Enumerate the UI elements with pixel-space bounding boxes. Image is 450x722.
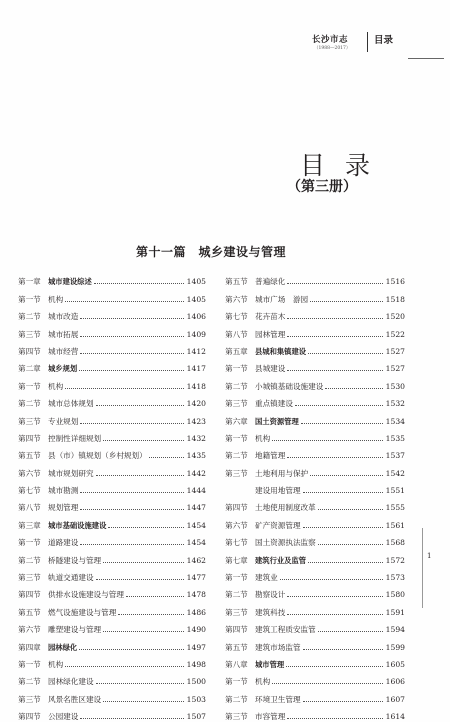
toc-page-number: 1607 bbox=[385, 694, 405, 704]
toc-page-number: 1409 bbox=[186, 329, 206, 339]
toc-page-number: 1444 bbox=[186, 486, 206, 496]
toc-section-number: 第三节 bbox=[18, 329, 41, 339]
toc-page-number: 1420 bbox=[186, 399, 206, 409]
toc-section-number: 第一节 bbox=[225, 677, 248, 687]
toc-page-number: 1405 bbox=[186, 294, 206, 304]
toc-entry-title: 燃气设施建设与管理 bbox=[48, 607, 117, 617]
toc-entry-title: 城市总体规划 bbox=[48, 399, 94, 409]
toc-section-number: 第三章 bbox=[18, 520, 41, 530]
toc-section-row bbox=[18, 374, 206, 391]
toc-entry-title: 机构 bbox=[48, 294, 64, 304]
toc-page-number: 1516 bbox=[385, 277, 405, 287]
toc-page-number: 1551 bbox=[385, 486, 405, 496]
toc-page-number: 1423 bbox=[186, 416, 206, 426]
toc-section-row bbox=[225, 287, 405, 304]
part-title: 第十一篇 城乡建设与管理 bbox=[136, 245, 287, 259]
toc-leader-dots bbox=[287, 456, 383, 458]
toc-page-number: 1568 bbox=[385, 538, 405, 548]
toc-page-number: 1435 bbox=[186, 451, 206, 461]
volume-subtitle: （第三册） bbox=[287, 179, 357, 195]
toc-page-number: 1614 bbox=[385, 712, 405, 722]
toc-leader-dots bbox=[94, 282, 184, 284]
toc-section-number: 第四节 bbox=[18, 590, 41, 600]
toc-page-number: 1532 bbox=[385, 399, 405, 409]
toc-entry-title: 建筑工程质安监管 bbox=[255, 625, 316, 635]
toc-section-row bbox=[18, 653, 206, 670]
toc-section-row bbox=[18, 427, 206, 444]
toc-section-number: 第三节 bbox=[18, 694, 41, 704]
toc-leader-dots bbox=[287, 369, 383, 371]
toc-entry-title: 土地利用与保护 bbox=[255, 468, 309, 478]
toc-section-row bbox=[18, 305, 206, 322]
toc-section-number: 第二节 bbox=[225, 590, 248, 600]
toc-entry-title: 县城和集镇建设 bbox=[255, 346, 307, 356]
toc-page-number: 1594 bbox=[385, 625, 405, 635]
toc-entry-title: 建筑市场监管 bbox=[255, 642, 301, 652]
toc-leader-dots bbox=[118, 613, 184, 615]
toc-section-row bbox=[18, 287, 206, 304]
toc-section-row bbox=[18, 340, 206, 357]
toc-entry-title: 城市管理 bbox=[255, 659, 285, 669]
toc-section-number: 第五节 bbox=[225, 642, 248, 652]
toc-leader-dots bbox=[103, 439, 184, 441]
toc-section-row bbox=[18, 670, 206, 687]
toc-leader-dots bbox=[287, 317, 383, 319]
toc-section-number: 第一节 bbox=[18, 381, 41, 391]
toc-section-number: 第六章 bbox=[225, 416, 248, 426]
toc-section-row bbox=[225, 270, 405, 287]
toc-section-row bbox=[225, 322, 405, 339]
toc-section-row bbox=[225, 496, 405, 513]
toc-section-row bbox=[225, 705, 405, 722]
toc-page-number: 1518 bbox=[385, 294, 405, 304]
toc-page-number: 1418 bbox=[186, 381, 206, 391]
toc-section-number: 第二节 bbox=[18, 677, 41, 687]
toc-section-number: 第三节 bbox=[225, 399, 248, 409]
toc-leader-dots bbox=[280, 578, 383, 580]
toc-page-number: 1477 bbox=[186, 573, 206, 583]
toc-leader-dots bbox=[80, 422, 184, 424]
toc-entry-title: 国土资源管理 bbox=[255, 416, 299, 426]
page-marker: 1 bbox=[427, 552, 432, 560]
toc-section-row bbox=[18, 705, 206, 722]
toc-column-left bbox=[18, 270, 206, 722]
toc-page-number: 1606 bbox=[385, 677, 405, 687]
toc-section-number: 第二节 bbox=[18, 555, 41, 565]
toc-entry-title: 土地使用制度改革 bbox=[255, 503, 316, 513]
toc-section-number: 第六节 bbox=[18, 625, 41, 635]
toc-section-number: 第三节 bbox=[225, 468, 248, 478]
toc-section-number: 第三节 bbox=[225, 712, 248, 722]
toc-entry-title: 市容管理 bbox=[255, 712, 286, 722]
toc-chapter-row bbox=[225, 409, 405, 426]
toc-section-number: 第三节 bbox=[18, 573, 41, 583]
toc-leader-dots bbox=[301, 422, 383, 424]
toc-section-row bbox=[225, 461, 405, 478]
toc-page-number: 1503 bbox=[186, 694, 206, 704]
toc-leader-dots bbox=[126, 595, 184, 597]
toc-section-number: 第二章 bbox=[18, 364, 41, 374]
toc-entry-title: 机构 bbox=[255, 677, 271, 687]
toc-section-row bbox=[18, 531, 206, 548]
toc-section-number: 第八节 bbox=[18, 503, 41, 513]
toc-section-number: 第三节 bbox=[18, 416, 41, 426]
toc-leader-dots bbox=[318, 630, 383, 632]
toc-section-number: 第七节 bbox=[225, 312, 248, 322]
toc-section-number: 第一节 bbox=[225, 433, 248, 443]
running-head bbox=[312, 31, 432, 61]
toc-leader-dots bbox=[80, 543, 184, 545]
toc-entry-title: 城市规划研究 bbox=[48, 468, 94, 478]
toc-section-row bbox=[225, 618, 405, 635]
toc-section-number: 第一节 bbox=[18, 659, 41, 669]
toc-section-row bbox=[225, 427, 405, 444]
toc-section-number: 第七节 bbox=[225, 538, 248, 548]
toc-chapter-row bbox=[225, 548, 405, 565]
toc-entry-title: 地籍管理 bbox=[255, 451, 286, 461]
toc-leader-dots bbox=[272, 439, 383, 441]
toc-entry-title: 建设用地管理 bbox=[255, 486, 301, 496]
toc-section-row bbox=[18, 496, 206, 513]
toc-section-number: 第四节 bbox=[18, 712, 41, 722]
running-head-title: 长沙市志 bbox=[312, 35, 349, 45]
toc-page-number: 1580 bbox=[385, 590, 405, 600]
toc-leader-dots bbox=[303, 491, 383, 493]
toc-section-row bbox=[225, 479, 405, 496]
toc-page-number: 1454 bbox=[186, 538, 206, 548]
toc-entry-title: 供排水设施建设与管理 bbox=[48, 590, 124, 600]
toc-section-row bbox=[18, 566, 206, 583]
toc-section-number: 第一节 bbox=[18, 538, 41, 548]
toc-entry-title: 机构 bbox=[48, 381, 64, 391]
toc-section-row bbox=[225, 444, 405, 461]
toc-section-number: 第四节 bbox=[18, 433, 41, 443]
toc-entry-title: 园林绿化建设 bbox=[48, 677, 94, 687]
toc-page-number: 1412 bbox=[186, 346, 206, 356]
toc-entry-title: 建筑行业及监管 bbox=[255, 555, 307, 565]
toc-entry-title: 公园建设 bbox=[48, 712, 79, 722]
toc-page-number: 1527 bbox=[385, 364, 405, 374]
toc-leader-dots bbox=[308, 561, 383, 563]
toc-entry-title: 机构 bbox=[48, 659, 64, 669]
toc-page-number: 1497 bbox=[186, 642, 206, 652]
toc-entry-title: 城市改造 bbox=[48, 312, 79, 322]
toc-leader-dots bbox=[103, 561, 184, 563]
toc-leader-dots bbox=[80, 317, 184, 319]
toc-page-number: 1406 bbox=[186, 312, 206, 322]
toc-entry-title: 轨道交通建设 bbox=[48, 573, 94, 583]
toc-section-row bbox=[225, 392, 405, 409]
toc-page-number: 1507 bbox=[186, 712, 206, 722]
toc-entry-title: 城市经营 bbox=[48, 346, 79, 356]
toc-leader-dots bbox=[108, 526, 184, 528]
toc-leader-dots bbox=[80, 335, 184, 337]
toc-section-row bbox=[18, 392, 206, 409]
toc-entry-title: 桥隧建设与管理 bbox=[48, 555, 102, 565]
toc-leader-dots bbox=[65, 387, 184, 389]
toc-section-row bbox=[18, 409, 206, 426]
toc-section-row bbox=[18, 444, 206, 461]
toc-page-number: 1527 bbox=[385, 346, 405, 356]
toc-section-number: 第一章 bbox=[18, 277, 41, 287]
toc-page-number: 1599 bbox=[385, 642, 405, 652]
toc-entry-title: 城市拓展 bbox=[48, 329, 79, 339]
toc-page-number: 1591 bbox=[385, 607, 405, 617]
toc-page-number: 1605 bbox=[385, 659, 405, 669]
toc-section-number: 第一节 bbox=[18, 294, 41, 304]
toc-page-number: 1530 bbox=[385, 381, 405, 391]
toc-page-number: 1417 bbox=[186, 364, 206, 374]
toc-leader-dots bbox=[318, 508, 383, 510]
toc-section-number: 第一节 bbox=[225, 573, 248, 583]
toc-leader-dots bbox=[65, 300, 184, 302]
running-head-divider bbox=[367, 32, 368, 52]
toc-leader-dots bbox=[96, 578, 184, 580]
toc-chapter-row bbox=[18, 270, 206, 287]
header-rule bbox=[408, 58, 444, 59]
toc-section-row bbox=[225, 635, 405, 652]
toc-section-number: 第五节 bbox=[18, 607, 41, 617]
toc-page-number: 1572 bbox=[385, 555, 405, 565]
toc-leader-dots bbox=[308, 352, 383, 354]
toc-section-number: 第五章 bbox=[225, 346, 248, 356]
toc-leader-dots bbox=[65, 665, 184, 667]
toc-leader-dots bbox=[286, 665, 383, 667]
toc-section-row bbox=[225, 374, 405, 391]
toc-chapter-row bbox=[225, 340, 405, 357]
toc-page-number: 1478 bbox=[186, 590, 206, 600]
toc-section-row bbox=[225, 566, 405, 583]
toc-page-number: 1442 bbox=[186, 468, 206, 478]
toc-section-row bbox=[225, 600, 405, 617]
toc-page-number: 1462 bbox=[186, 555, 206, 565]
toc-section-row bbox=[18, 461, 206, 478]
toc-section-number: 第二节 bbox=[18, 312, 41, 322]
toc-entry-title: 勘察设计 bbox=[255, 590, 286, 600]
toc-section-row bbox=[18, 618, 206, 635]
toc-leader-dots bbox=[287, 335, 383, 337]
toc-page-number: 1555 bbox=[385, 503, 405, 513]
toc-leader-dots bbox=[287, 613, 383, 615]
toc-leader-dots bbox=[96, 682, 184, 684]
toc-section-number: 第七节 bbox=[18, 486, 41, 496]
toc-section-row bbox=[18, 583, 206, 600]
toc-entry-title: 建筑业 bbox=[255, 573, 278, 583]
toc-chapter-row bbox=[18, 635, 206, 652]
toc-section-number: 第五节 bbox=[225, 277, 248, 287]
toc-entry-title: 控制性详细规划 bbox=[48, 433, 102, 443]
toc-entry-title: 园林绿化 bbox=[48, 642, 78, 652]
toc-section-number: 第四节 bbox=[225, 625, 248, 635]
toc-section-row bbox=[18, 548, 206, 565]
toc-entry-title: 环境卫生管理 bbox=[255, 694, 301, 704]
toc-section-number: 第六节 bbox=[225, 294, 248, 304]
toc-chapter-row bbox=[225, 653, 405, 670]
toc-page-number: 1537 bbox=[385, 451, 405, 461]
toc-page-number: 1447 bbox=[186, 503, 206, 513]
toc-section-number: 第四节 bbox=[225, 503, 248, 513]
toc-page-number: 1432 bbox=[186, 433, 206, 443]
toc-leader-dots bbox=[325, 387, 383, 389]
toc-entry-title: 城市勘测 bbox=[48, 486, 79, 496]
toc-section-row bbox=[225, 583, 405, 600]
toc-page-number: 1561 bbox=[385, 520, 405, 530]
toc-entry-title: 机构 bbox=[255, 433, 271, 443]
toc-entry-title: 雕塑建设与管理 bbox=[48, 625, 102, 635]
toc-section-row bbox=[225, 687, 405, 704]
toc-entry-title: 县（市）镇规划（乡村规划） bbox=[48, 451, 147, 461]
toc-entry-title: 城市建设综述 bbox=[48, 277, 92, 287]
toc-page-number: 1573 bbox=[385, 573, 405, 583]
toc-section-row bbox=[18, 600, 206, 617]
toc-section-row bbox=[225, 357, 405, 374]
toc-leader-dots bbox=[149, 456, 184, 458]
toc-section-row bbox=[18, 479, 206, 496]
toc-section-number: 第二节 bbox=[225, 694, 248, 704]
toc-section-number: 第八章 bbox=[225, 659, 248, 669]
toc-page-number: 1454 bbox=[186, 520, 206, 530]
toc-section-number: 第七章 bbox=[225, 555, 248, 565]
toc-leader-dots bbox=[287, 595, 383, 597]
toc-column-right bbox=[225, 270, 405, 722]
toc-section-number: 第二节 bbox=[18, 399, 41, 409]
toc-leader-dots bbox=[310, 300, 383, 302]
toc-entry-title: 县城建设 bbox=[255, 364, 286, 374]
toc-page-number: 1520 bbox=[385, 312, 405, 322]
toc-leader-dots bbox=[80, 491, 184, 493]
toc-leader-dots bbox=[80, 352, 184, 354]
toc-leader-dots bbox=[318, 543, 383, 545]
toc-leader-dots bbox=[295, 404, 383, 406]
toc-page-number: 1535 bbox=[385, 433, 405, 443]
toc-leader-dots bbox=[303, 648, 383, 650]
toc-section-row bbox=[225, 670, 405, 687]
toc-entry-title: 专业规划 bbox=[48, 416, 79, 426]
toc-leader-dots bbox=[310, 474, 383, 476]
toc-entry-title: 风景名胜区建设 bbox=[48, 694, 102, 704]
toc-leader-dots bbox=[272, 682, 383, 684]
toc-section-number: 第二节 bbox=[225, 381, 248, 391]
toc-entry-title: 城市广场 游园 bbox=[255, 294, 309, 304]
toc-entry-title: 普遍绿化 bbox=[255, 277, 286, 287]
toc-section-number: 第四节 bbox=[18, 346, 41, 356]
toc-leader-dots bbox=[80, 717, 184, 719]
toc-section-number: 第四章 bbox=[18, 642, 41, 652]
toc-leader-dots bbox=[79, 369, 184, 371]
toc-section-row bbox=[225, 305, 405, 322]
toc-leader-dots bbox=[96, 404, 184, 406]
toc-chapter-row bbox=[18, 513, 206, 530]
toc-page-number: 1490 bbox=[186, 625, 206, 635]
toc-leader-dots bbox=[287, 282, 383, 284]
toc-section-number: 第五节 bbox=[18, 451, 41, 461]
toc-entry-title: 城市基础设施建设 bbox=[48, 520, 107, 530]
toc-page-number: 1405 bbox=[186, 277, 206, 287]
toc-leader-dots bbox=[287, 717, 383, 719]
toc-entry-title: 园林管理 bbox=[255, 329, 286, 339]
toc-leader-dots bbox=[103, 700, 184, 702]
toc-entry-title: 重点镇建设 bbox=[255, 399, 293, 409]
toc-entry-title: 建筑科技 bbox=[255, 607, 286, 617]
toc-leader-dots bbox=[303, 700, 383, 702]
toc-leader-dots bbox=[103, 630, 184, 632]
toc-section-number: 第六节 bbox=[18, 468, 41, 478]
toc-entry-title: 国土资源执法监察 bbox=[255, 538, 316, 548]
toc-section-number: 第六节 bbox=[225, 520, 248, 530]
toc-section-row bbox=[18, 322, 206, 339]
toc-leader-dots bbox=[303, 526, 383, 528]
toc-leader-dots bbox=[80, 508, 184, 510]
toc-section-row bbox=[225, 531, 405, 548]
toc-section-number: 第三节 bbox=[225, 607, 248, 617]
toc-entry-title: 城乡规划 bbox=[48, 364, 78, 374]
toc-section-row bbox=[18, 687, 206, 704]
toc-chapter-row bbox=[18, 357, 206, 374]
running-head-years: （1988—2017） bbox=[314, 46, 351, 51]
toc-section-row bbox=[225, 513, 405, 530]
toc-entry-title: 矿产资源管理 bbox=[255, 520, 301, 530]
toc-page-number: 1486 bbox=[186, 607, 206, 617]
toc-section-number: 第一节 bbox=[225, 364, 248, 374]
toc-entry-title: 小城镇基础设施建设 bbox=[255, 381, 324, 391]
toc-page-number: 1522 bbox=[385, 329, 405, 339]
toc-page-number: 1542 bbox=[385, 468, 405, 478]
toc-page-number: 1534 bbox=[385, 416, 405, 426]
toc-leader-dots bbox=[79, 648, 184, 650]
toc-page-number: 1498 bbox=[186, 659, 206, 669]
toc-leader-dots bbox=[96, 474, 184, 476]
toc-section-number: 第八节 bbox=[225, 329, 248, 339]
toc-entry-title: 道路建设 bbox=[48, 538, 79, 548]
running-head-section: 目录 bbox=[374, 35, 394, 46]
toc-entry-title: 规划管理 bbox=[48, 503, 79, 513]
toc-page-number: 1500 bbox=[186, 677, 206, 687]
toc-entry-title: 花卉苗木 bbox=[255, 312, 286, 322]
page-title: 目 录 bbox=[300, 151, 376, 180]
page-edge-line bbox=[412, 528, 423, 608]
toc-section-number: 第二节 bbox=[225, 451, 248, 461]
